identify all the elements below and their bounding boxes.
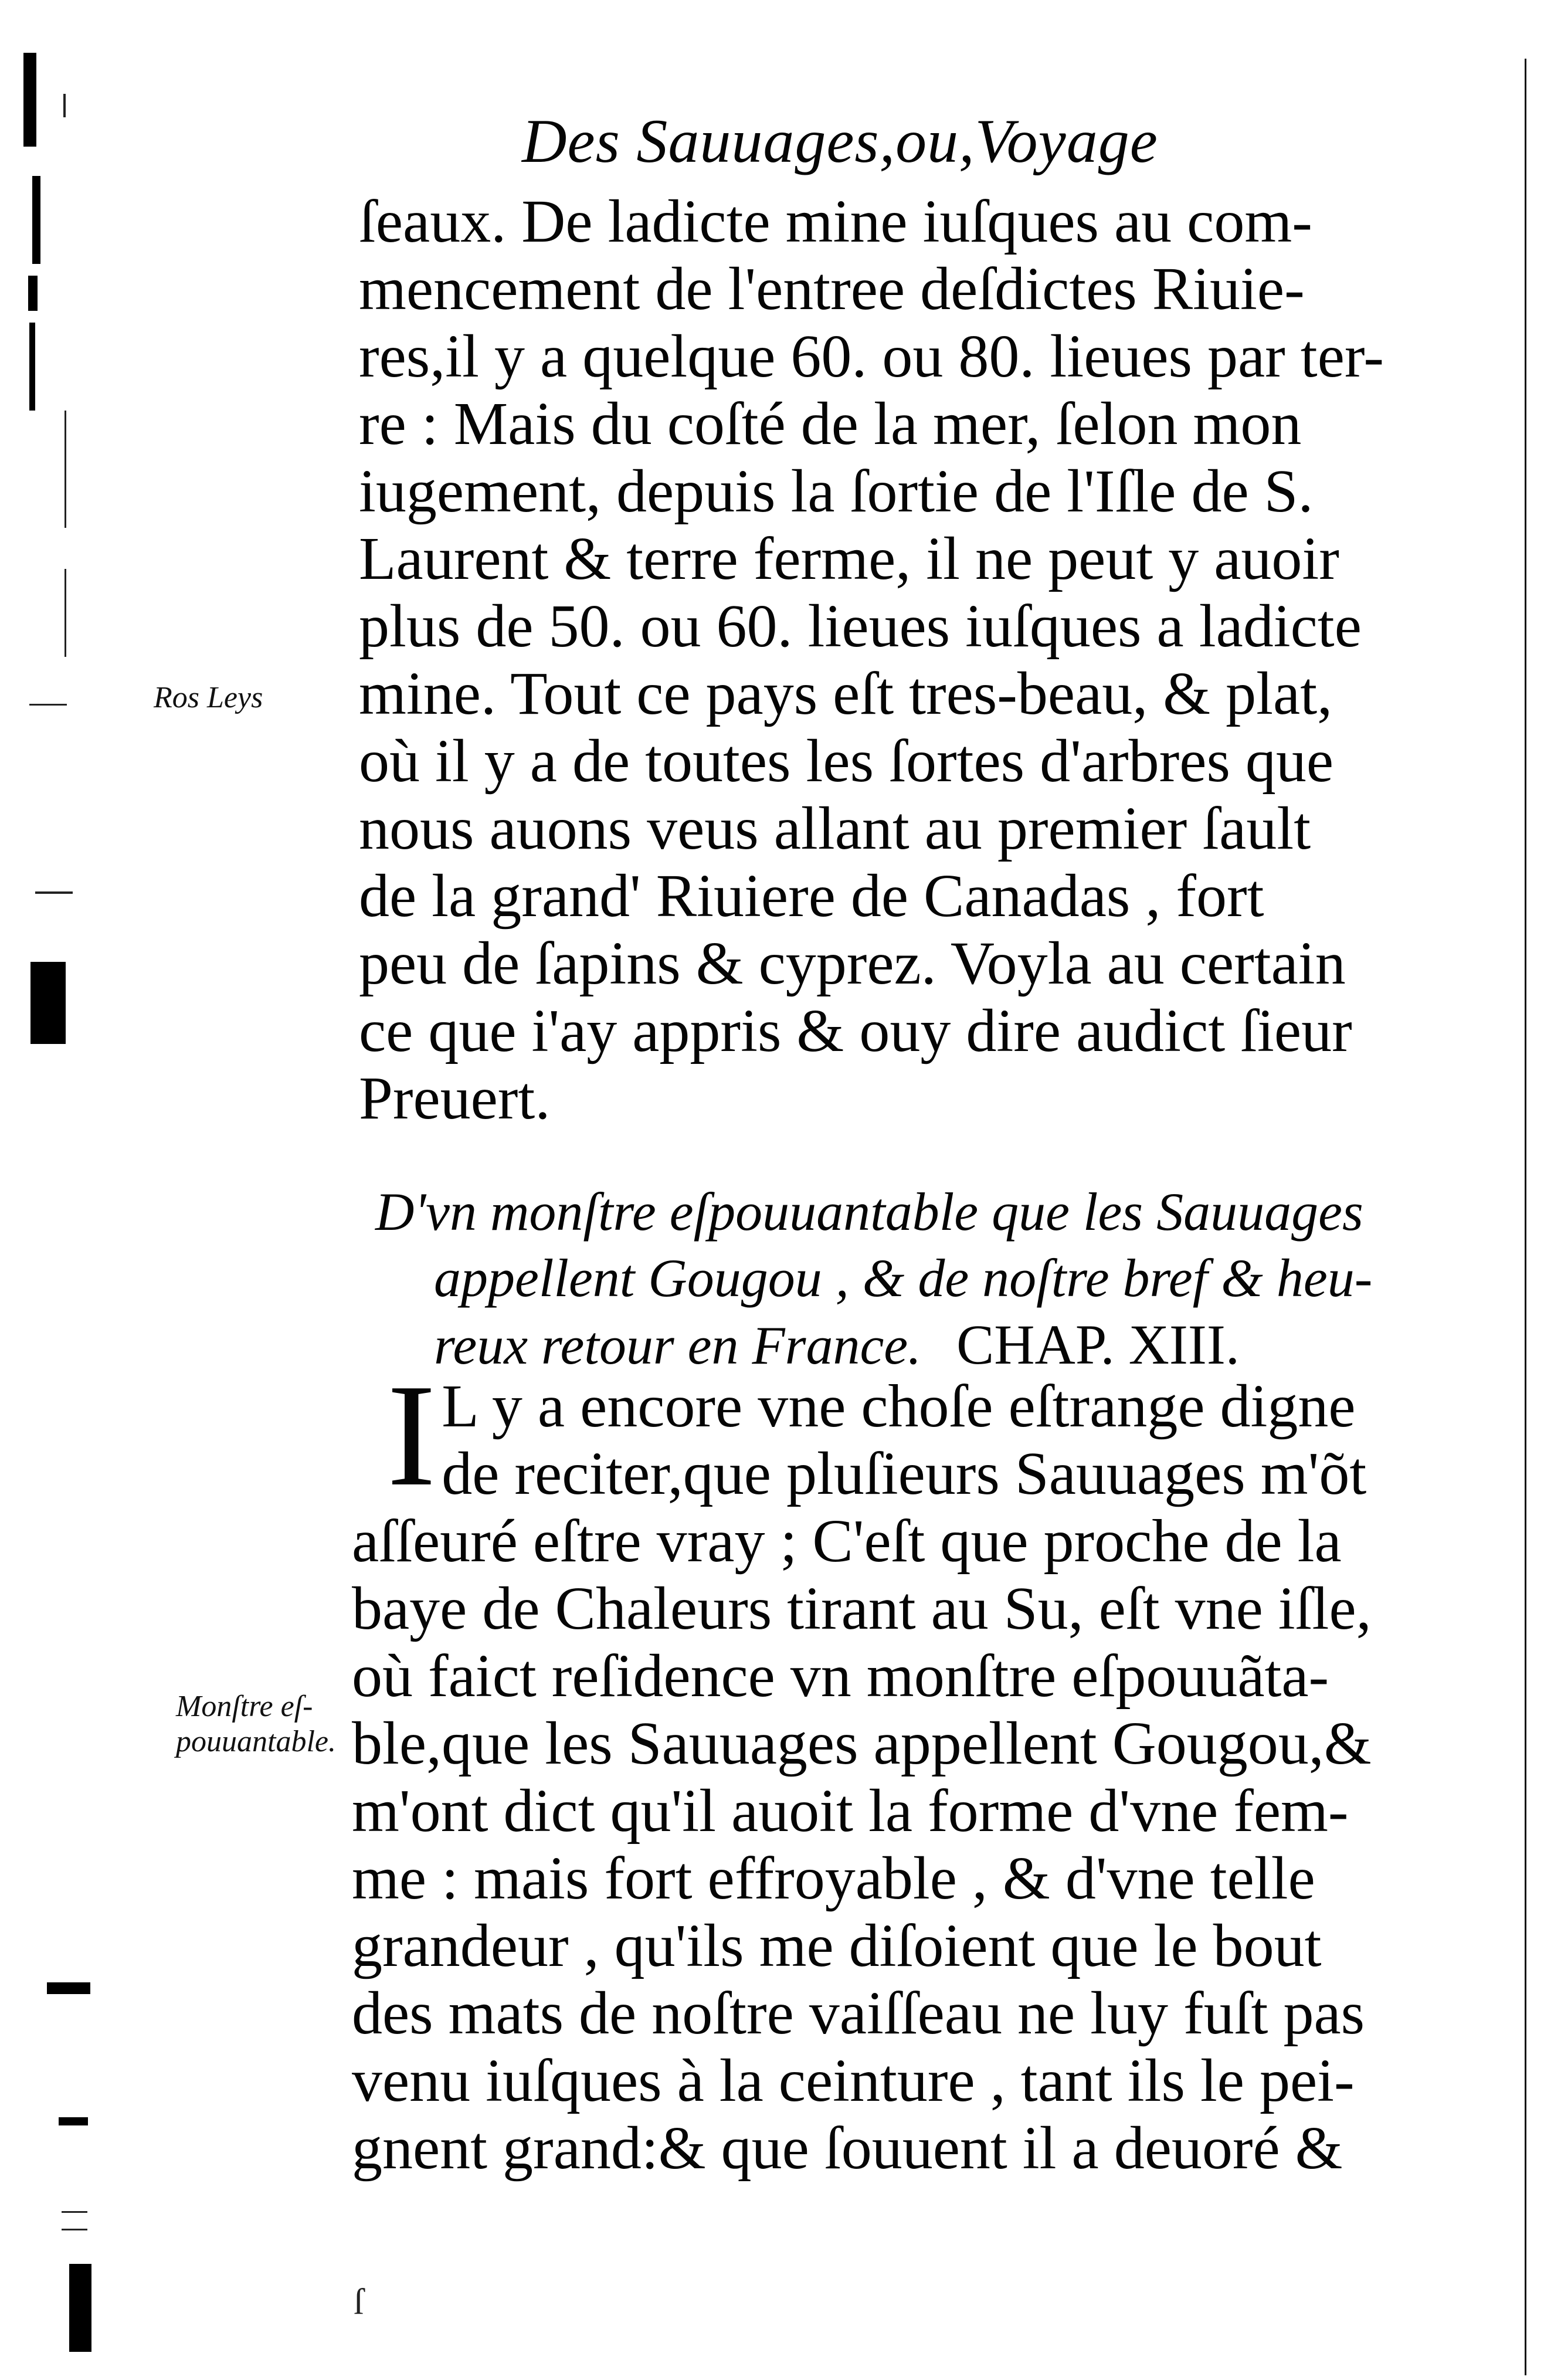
page-edge-line (1525, 59, 1526, 2375)
scan-edge-mark (47, 1982, 90, 1994)
scan-edge-mark (65, 411, 66, 528)
chapter-number: CHAP. XIII. (956, 1313, 1240, 1376)
text-line: où il y a de toutes les ſortes d'arbres que (359, 727, 1334, 795)
scan-edge-mark (32, 176, 40, 264)
text-line: nous auons veus allant au premier ſault (359, 795, 1311, 862)
text-line: de la grand' Riuiere de Canadas , fort (359, 862, 1264, 930)
text-line: mencement de l'entree deſdictes Riuie- (359, 255, 1305, 323)
chapter-title-line: appellent Gougou , & de noſtre bref & heu- (434, 1248, 1373, 1308)
text-line: re : Mais du coſté de la mer, ſelon mon (359, 390, 1302, 457)
text-line: Laurent & terre ferme, il ne peut y auoir (359, 525, 1339, 592)
marginal-note (176, 1689, 336, 1759)
section-text-block (352, 1354, 1396, 2182)
text-line: des mats de noſtre vaiſſeau ne luy fuſt pas (352, 1979, 1365, 2047)
scan-edge-mark (35, 891, 73, 894)
scan-edge-mark (69, 2264, 91, 2352)
text-line: gnent grand:& que ſouuent il a deuoré & (352, 2114, 1343, 2182)
marginal-note-line: Monſtre eſ- (176, 1690, 313, 1723)
text-line: res,il y a quelque 60. ou 80. lieues par ter- (359, 323, 1384, 390)
scan-edge-mark (63, 94, 66, 117)
drop-cap: I (387, 1354, 436, 1517)
text-line: Preuert. (359, 1064, 551, 1132)
text-line: plus de 50. ou 60. lieues iuſques a ladicte (359, 592, 1362, 660)
text-line: mine. Tout ce pays eſt tres-beau, & plat, (359, 660, 1333, 727)
text-line: me : mais fort effroyable , & d'vne telle (352, 1845, 1315, 1912)
chapter-heading (375, 1179, 1396, 1378)
text-line: ſeaux. De ladicte mine iuſques au com- (359, 188, 1312, 255)
scan-edge-mark (62, 2229, 87, 2230)
text-line: peu de ſapins & cyprez. Voyla au certain (359, 930, 1346, 997)
text-line: aſſeuré eſtre vray ; C'eſt que proche de la (352, 1507, 1342, 1575)
scan-edge-mark (29, 704, 67, 706)
signature-mark: ſ (354, 2282, 364, 2322)
scan-edge-mark (28, 276, 38, 311)
main-text-block (359, 188, 1385, 1132)
scan-edge-mark (23, 53, 36, 147)
marginal-note: Ros Leys (154, 681, 263, 714)
chapter-title-line: D'vn monſtre eſpouuantable que les Sauuages (375, 1182, 1363, 1242)
text-line: venu iuſques à la ceinture , tant ils le pei- (352, 2047, 1355, 2114)
chapter-title-line (375, 1311, 1396, 1378)
scan-edge-mark (65, 569, 66, 657)
text-line: ce que i'ay appris & ouy dire audict ſieur (359, 997, 1352, 1064)
scan-edge-mark (59, 2117, 88, 2125)
text-line: grandeur , qu'ils me diſoient que le bout (352, 1912, 1322, 1979)
text-line: où faict reſidence vn monſtre eſpouuãta- (352, 1642, 1329, 1710)
chapter-title-last: reux retour en France. (434, 1316, 922, 1375)
text-line: m'ont dict qu'il auoit la forme d'vne fem- (352, 1777, 1349, 1845)
scan-edge-mark (62, 2211, 87, 2213)
text-line: de reciter,que pluſieurs Sauuages m'õt (442, 1440, 1367, 1507)
scan-edge-mark (30, 962, 66, 1044)
text-line: L y a encore vne choſe eſtrange digne (442, 1372, 1356, 1440)
running-head: Des Sauuages,ou,Voyage (522, 107, 1158, 175)
text-line: baye de Chaleurs tirant au Su, eſt vne iſle, (352, 1575, 1372, 1642)
marginal-note-line: pouuantable. (176, 1725, 336, 1758)
scan-edge-mark (29, 323, 35, 411)
text-line: ble,que les Sauuages appellent Gougou,& (352, 1710, 1372, 1777)
text-line: iugement, depuis la ſortie de l'Iſle de S. (359, 457, 1314, 525)
